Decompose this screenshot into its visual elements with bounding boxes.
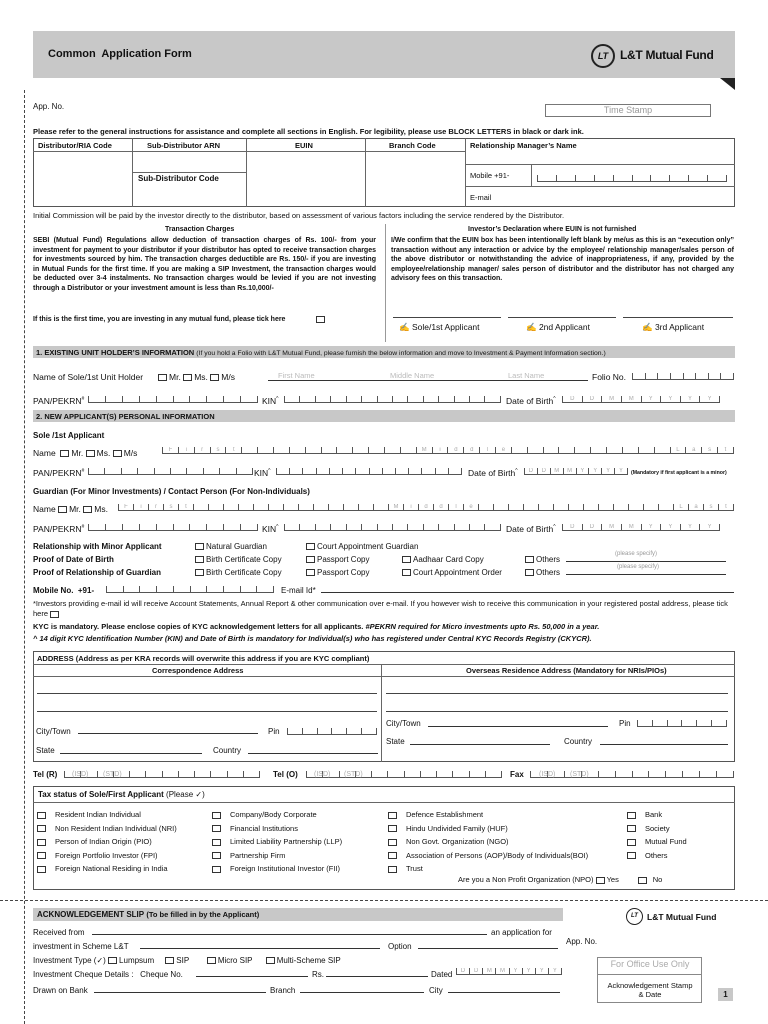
s1-mr-label: Mr. [169,372,181,382]
rel-court-checkbox[interactable] [306,543,315,550]
ack-rs-line[interactable] [326,968,428,977]
npo-label: Are you a Non Profit Organization (NPO) [458,875,594,884]
ovs-country-label: Country [564,737,593,746]
guardian-ms-label: Ms. [94,504,108,514]
s1-title [36,348,606,357]
rel-natural-checkbox[interactable] [195,543,204,550]
decl-title: Investor’s Declaration where EUIN is not furnished [468,226,637,233]
sig2 [526,322,590,333]
pdob-passport-label: Passport Copy [317,555,370,564]
s1-name-label: Name of Sole/1st Unit Holder [33,372,144,382]
s1-dob-sup: ^ [553,396,556,403]
micro-sip-checkbox[interactable] [207,957,216,964]
rel-natural-label: Natural Guardian [206,542,267,551]
tax-checkbox[interactable] [627,839,636,846]
sole-kin-sup: ^ [268,468,271,475]
ack-app-no: App. No. [566,937,598,946]
tel-o-label: Tel (O) [273,770,298,779]
tax-label: Company/Body Corporate [230,810,317,819]
tax-label: Defence Establishment [406,810,484,819]
fax-label: Fax [510,770,524,779]
sole-dob-boxes[interactable]: D D M M Y Y Y Y [524,462,628,475]
ack-type-row [33,956,341,965]
guardian-mr-label: Mr. [69,504,81,514]
lumpsum-label: Lumpsum [119,956,155,965]
ack-scheme-label: investment in Scheme L&T [33,942,129,951]
tax-label: Hindu Undivided Family (HUF) [406,823,508,833]
sole-dob-label [468,468,518,478]
tax-checkbox[interactable] [37,866,46,873]
sub-distributor-code-label: Sub-Distributor Code [138,174,219,183]
prel-court-checkbox[interactable] [402,569,411,576]
guardian-pan-sup: # [81,524,85,531]
sig1-label: Sole/1st Applicant [411,322,480,332]
ack-app-of-label: an application for [491,928,552,937]
prel-opt-4 [525,568,560,577]
corr-state-line[interactable] [60,745,202,754]
ovs-city-line[interactable] [428,718,608,727]
guardian-kin-label [262,524,279,534]
rel-opt-2 [306,542,418,551]
s1-pan-boxes[interactable] [88,390,258,403]
ovs-state-line[interactable] [410,736,550,745]
fax-isd: (ISD) [539,771,556,778]
tax-label: Partnership Firm [230,850,286,860]
tax-checkbox[interactable] [388,825,397,832]
ovs-country-line[interactable] [600,736,728,745]
sig3-label: 3rd Applicant [654,322,705,332]
email-line[interactable] [321,584,734,593]
tax-col4 [627,808,687,862]
tax-checkbox[interactable] [212,839,221,846]
s1-mr-checkbox[interactable] [158,374,167,381]
form-title: Common Application Form [48,48,192,60]
folio-label: Folio No. [592,372,627,382]
ovs-city-label: City/Town [386,719,421,728]
s1-dob-label [506,396,556,406]
commission-note: Initial Commission will be paid by the investor directly to the distributor, based on assessment of various factors including the service rendered by the Distributor. [33,211,565,220]
s1-dob-boxes[interactable]: D D M M Y Y Y Y [562,390,720,403]
overseas-address-heading: Overseas Residence Address (Mandatory for NRIs/PIOs) [466,666,667,675]
s1-last-ph: Last Name [508,371,545,380]
prel-others-label: Others [536,568,561,577]
tax-checkbox[interactable] [37,812,46,819]
s1-ms-checkbox[interactable] [183,374,192,381]
sole-name-row [33,448,137,458]
guardian-pan-text: PAN/PEKRN [33,524,82,534]
s1-mss-label: M/s [221,372,235,382]
ack-option-line[interactable] [418,940,558,949]
tax-checkbox[interactable] [37,852,46,859]
tax-opt [388,849,588,863]
tax-checkbox[interactable] [388,852,397,859]
pdob-opt-1 [195,555,282,564]
ack-city-line[interactable] [448,984,560,993]
tax-checkbox[interactable] [212,825,221,832]
ack-branch-line[interactable] [300,984,424,993]
ack-option-label: Option [388,942,412,951]
guardian-name-label: Name [33,504,56,514]
fax-boxes[interactable] [530,765,734,778]
s1-middle-ph: Middle Name [390,371,435,380]
email-label: E-mail Id* [281,586,316,595]
tax-checkbox[interactable] [37,839,46,846]
s1-ms-label: Ms. [194,372,208,382]
tax-opt [212,835,342,849]
tax-label: Foreign Institutional Investor (FII) [230,864,341,873]
corr-pin-boxes[interactable] [287,722,377,735]
npo-no-label: No [652,875,663,884]
kin-note-text: ^ 14 digit KYC Identification Number (KIN) and Date of Birth is mandatory for Individual(s) who has registered under Central KYC Records Registry (CKYCR). [33,634,592,643]
pekrn-note: #PEKRN required for Micro investments upto Rs. 50,000 in a year. [365,622,600,631]
pdob-aadhaar-label: Aadhaar Card Copy [413,555,484,564]
rm-mobile-boxes[interactable] [537,169,727,182]
ack-title-text: ACKNOWLEDGEMENT SLIP [37,910,145,919]
decl-body: I/We confirm that the EUIN box has been intentionally left blank by me/us as this is an “execution only” transaction without any interaction or advice by the employee/ relationship manager/sales person of the above distributor or notwithstanding the advice of inappropriateness, if any, provided by the employee/relationship manager/ sales person of distributor and the distributor has not charged any advisory fees on this transaction. [391,237,734,283]
sig3 [642,322,704,333]
sole-pan-text: PAN/PEKRN [33,468,82,478]
guardian-kin-sup: ^ [276,524,279,531]
guardian-pan-label [33,524,84,534]
s2-title: 2. NEW APPLICANT(S) PERSONAL INFORMATION [36,412,215,421]
tel-o-isd: (ISD) [314,771,331,778]
tax-checkbox[interactable] [212,852,221,859]
pdob-aadhaar-checkbox[interactable] [402,556,411,563]
pdob-birth-checkbox[interactable] [195,556,204,563]
guardian-name-row [33,504,108,514]
ack-city-label: City [429,986,443,995]
guardian-kin-boxes[interactable] [284,518,501,531]
tax-label: Mutual Fund [645,837,687,846]
corr-country-line[interactable] [248,745,378,754]
guardian-mr-checkbox[interactable] [58,506,67,513]
pdob-passport-checkbox[interactable] [306,556,315,563]
lumpsum-checkbox[interactable] [108,957,117,964]
tax-checkbox[interactable] [388,866,397,873]
s1-kin-label [262,396,279,406]
s1-dob-text: Date of Birth [506,396,554,406]
tax-label: Others [645,850,668,860]
multi-sip-label: Multi-Scheme SIP [276,956,341,965]
sip-label: SIP [176,956,190,965]
pdob-specify-ph: (please specify) [615,551,658,557]
tel-o-boxes[interactable] [306,765,502,778]
tax-label: Society [645,823,670,833]
sole-ms-label: Ms. [96,448,111,458]
pdob-opt-2 [306,555,369,564]
sole-name-label: Name [33,448,56,458]
hdr-distributor-code: Distributor/RIA Code [38,141,112,150]
guardian-name-boxes[interactable]: F i r s t M i d d l e L a s t [118,498,734,511]
sole-kin-boxes[interactable] [276,462,462,475]
tax-label: Financial Institutions [230,823,298,833]
ack-date-boxes[interactable]: D D M M Y Y Y Y [456,962,562,975]
tax-opt [37,835,177,849]
s1-note: (If you hold a Folio with L&T Mutual Fund, please furnish the below information and move to Investment & Payment Information section.) [196,350,606,357]
ack-lt-logo-icon: LT [626,908,643,925]
corr-address-heading: Correspondence Address [152,666,244,675]
address-title: ADDRESS (Address as per KRA records will overwrite this address if you are KYC compliant) [37,654,370,663]
tax-title-text: Tax status of Sole/First Applicant [38,790,164,799]
tel-r-isd: (ISD) [72,771,89,778]
tax-opt [627,822,687,836]
tax-checkbox[interactable] [37,825,46,832]
guardian-dob-text: Date of Birth [506,524,554,534]
tax-label: Trust [406,864,423,873]
ack-scheme-line[interactable] [140,940,380,949]
npo-yes-checkbox[interactable] [596,877,605,884]
micro-sip-label: Micro SIP [217,956,253,965]
ack-cheque-label: Investment Cheque Details : Cheque No. [33,970,183,979]
page-number: 1 [718,988,733,1001]
prel-passport-checkbox[interactable] [306,569,315,576]
prel-label: Proof of Relationship of Guardian [33,568,161,577]
tel-r-std: (STD) [103,771,122,778]
tax-label: Foreign National Residing in India [55,864,168,873]
s1-pan-label [33,396,84,406]
sole-pan-label [33,468,84,478]
tel-r-boxes[interactable] [64,765,260,778]
multi-sip-checkbox[interactable] [266,957,275,964]
sole-name-boxes[interactable]: F i r s t M i d d l e L a s t [162,441,734,454]
guardian-dob-boxes[interactable]: D D M M Y Y Y Y [562,518,720,531]
ack-branch-label: Branch [270,986,296,995]
corr-city-line[interactable] [78,725,258,734]
ack-logo-text: L&T Mutual Fund [647,912,717,922]
sole-pan-sup: # [81,468,85,475]
kyc-mandatory: KYC is mandatory. Please enclose copies of KYC acknowledgement letters for all applicants. [33,622,364,631]
s1-kin-sup: ^ [276,396,279,403]
tax-checkbox[interactable] [388,812,397,819]
prel-opt-3 [402,568,502,577]
tax-label: Non Resident Indian Individual (NRI) [55,823,177,833]
tax-opt [37,808,177,822]
ack-dated-label: Dated [431,970,453,979]
tax-col3 [388,808,588,876]
header-corner [720,78,735,90]
tax-opt [388,808,588,822]
mobile-boxes[interactable] [106,580,274,593]
corr-country-label: Country [213,746,242,755]
ack-title-sub: (To be filled in by the Applicant) [146,910,260,919]
pen-icon: ✍ [642,322,655,332]
tax-label: Resident Indian Individual [55,810,141,819]
prel-birth-label: Birth Certificate Copy [206,568,282,577]
guardian-dob-sup: ^ [553,524,556,531]
prel-others-checkbox[interactable] [525,569,534,576]
sole-dob-text: Date of Birth [468,468,516,478]
hdr-rm-name: Relationship Manager’s Name [470,141,577,150]
txn-body: SEBI (Mutual Fund) Regulations allow deduction of transaction charges of Rs. 100/- from your investment for payment to your distributor if your distributor has opted to receive transaction charges for investments sourced by him. The transaction charges deductible are Rs. 150/- if you are investing in Mutual Funds for the first time. If you are making a SIP Investment, the transaction charges would be deducted over 3-4 instalments. No transaction charges would be levied if you are not investing through a Distributor or your investment amount is less than Rs.10,000/- [33,237,376,292]
tax-opt [212,849,342,863]
pen-icon: ✍ [526,322,539,332]
tax-opt [388,862,588,876]
fax-std: (STD) [570,771,589,778]
tax-opt [212,808,342,822]
tel-o-std: (STD) [344,771,363,778]
tax-opt [37,862,177,876]
tax-checkbox[interactable] [627,825,636,832]
lt-logo-icon: LT [591,44,615,68]
ack-rs-label: Rs. [312,970,324,979]
sip-checkbox[interactable] [165,957,174,964]
tax-opt [212,862,342,876]
hdr-euin: EUIN [295,141,313,150]
guardian-heading: Guardian (For Minor Investments) / Contact Person (For Non-Individuals) [33,487,310,496]
sole-applicant-heading: Sole /1st Applicant [33,431,105,440]
cut-line-left [24,90,25,1024]
sole-ms-checkbox[interactable] [86,450,95,457]
rel-court-label: Court Appointment Guardian [317,542,419,551]
s1-pan-text: PAN/PEKRN [33,396,82,406]
logo-text: L&T Mutual Fund [620,48,714,62]
email-note [33,599,743,619]
ovs-pin-label: Pin [619,719,631,728]
sole-kin-text: KIN [254,468,269,478]
ovs-state-label: State [386,737,405,746]
tax-opt [37,822,177,836]
sole-dob-sup: ^ [515,468,518,475]
corr-city-label: City/Town [36,727,71,736]
pen-icon: ✍ [399,322,412,332]
tax-label: Limited Liability Partnership (LLP) [230,837,343,846]
s1-title-text: 1. EXISTING UNIT HOLDER’S INFORMATION [36,348,195,357]
cut-line [0,900,768,901]
ack-drawn-line[interactable] [94,984,266,993]
sole-mss-checkbox[interactable] [113,450,122,457]
ack-received-label: Received from [33,928,85,937]
prel-passport-label: Passport Copy [317,568,370,577]
rm-email-label: E-mail [470,193,492,202]
guardian-pan-boxes[interactable] [88,518,258,531]
tax-opt [388,835,588,849]
npo-yes-label: Yes [606,875,619,884]
folio-boxes[interactable] [632,367,734,380]
tax-checkbox[interactable] [212,812,221,819]
pdob-others-checkbox[interactable] [525,556,534,563]
guardian-ms-checkbox[interactable] [83,506,92,513]
prel-birth-checkbox[interactable] [195,569,204,576]
sole-pan-boxes[interactable] [88,462,253,475]
sole-mss-label: M/s [123,448,138,458]
tax-title [38,790,205,799]
first-time-checkbox[interactable] [316,316,325,323]
rel-opt-1 [195,542,267,551]
tax-checkbox[interactable] [627,812,636,819]
ack-type-label: Investment Type (✓) [33,956,106,965]
pdob-others-label: Others [536,555,561,564]
hdr-sub-distributor-arn: Sub-Distributor ARN [147,141,221,150]
time-stamp-box: Time Stamp [545,104,711,117]
tax-opt [388,822,588,836]
pdob-label: Proof of Date of Birth [33,555,114,564]
email-note-text: *Investors providing e-mail id will receive Account Statements, Annual Report & other communication over e-mail. If you however wish to receive this communication in your registered postal address, please tick here [33,599,728,618]
first-time-label: If this is the first time, you are investing in any mutual fund, please tick here [33,316,286,323]
tax-col2 [212,808,342,876]
tax-opt [212,822,342,836]
guardian-dob-label [506,524,556,534]
tax-label: Non Govt. Organization (NGO) [406,837,509,846]
tax-checkbox[interactable] [627,852,636,859]
ack-stamp-label: Acknowledgement Stamp & Date [607,981,693,999]
tax-checkbox[interactable] [212,866,221,873]
prel-court-label: Court Appointment Order [413,568,502,577]
postal-checkbox[interactable] [50,611,59,618]
npo-row [458,875,662,884]
prel-opt-1 [195,568,282,577]
prel-opt-2 [306,568,369,577]
kyc-line [33,622,599,631]
ack-drawn-label: Drawn on Bank [33,986,88,995]
sole-mr-label: Mr. [71,448,84,458]
tax-checkbox[interactable] [388,839,397,846]
s1-pan-sup: # [81,396,85,403]
ack-received-line[interactable] [92,926,487,935]
pdob-birth-label: Birth Certificate Copy [206,555,282,564]
s1-first-ph: First Name [278,371,315,380]
pdob-opt-3 [402,555,484,564]
guardian-kin-text: KIN [262,524,277,534]
app-no-label: App. No. [33,102,65,111]
sole-kin-label [254,468,271,478]
s1-mss-checkbox[interactable] [210,374,219,381]
tax-opt [37,849,177,863]
corr-state-label: State [36,746,55,755]
ack-cheque-line[interactable] [196,968,308,977]
tax-opt [627,835,687,849]
s1-kin-boxes[interactable] [284,390,501,403]
ack-title [37,910,259,919]
tax-opt [627,808,687,822]
sig2-label: 2nd Applicant [538,322,590,332]
office-use-label: For Office Use Only [610,959,690,969]
tax-label: Person of Indian Origin (PIO) [55,837,152,846]
prel-specify-ph: (please specify) [617,564,660,570]
tel-r-label: Tel (R) [33,770,58,779]
rm-mobile-label: Mobile +91- [470,171,510,180]
corr-pin-label: Pin [268,727,280,736]
tax-please: (Please ✓) [166,790,205,799]
mandatory-minor-note: (Mandatory if first applicant is a minor) [631,470,727,476]
s1-title-opts [158,372,235,382]
sig1 [399,322,480,333]
mobile-label: Mobile No. +91- [33,586,95,595]
kin-note [33,634,592,643]
instructions: Please refer to the general instructions for assistance and complete all sections in English. For legibility, please use BLOCK LETTERS in black or dark ink. [33,127,584,136]
sole-mr-checkbox[interactable] [60,450,69,457]
s1-kin-text: KIN [262,396,277,406]
hdr-branch-code: Branch Code [389,141,436,150]
txn-title: Transaction Charges [165,226,235,233]
npo-no-checkbox[interactable] [638,877,647,884]
tax-label: Bank [645,810,663,819]
rel-label: Relationship with Minor Applicant [33,542,162,551]
pdob-opt-4 [525,555,560,564]
tax-opt [627,849,687,863]
tax-col1 [37,808,177,876]
ovs-pin-boxes[interactable] [637,714,727,727]
tax-label: Foreign Portfolio Investor (FPI) [55,850,158,860]
tax-label: Association of Persons (AOP)/Body of Individuals(BOI) [406,850,589,860]
